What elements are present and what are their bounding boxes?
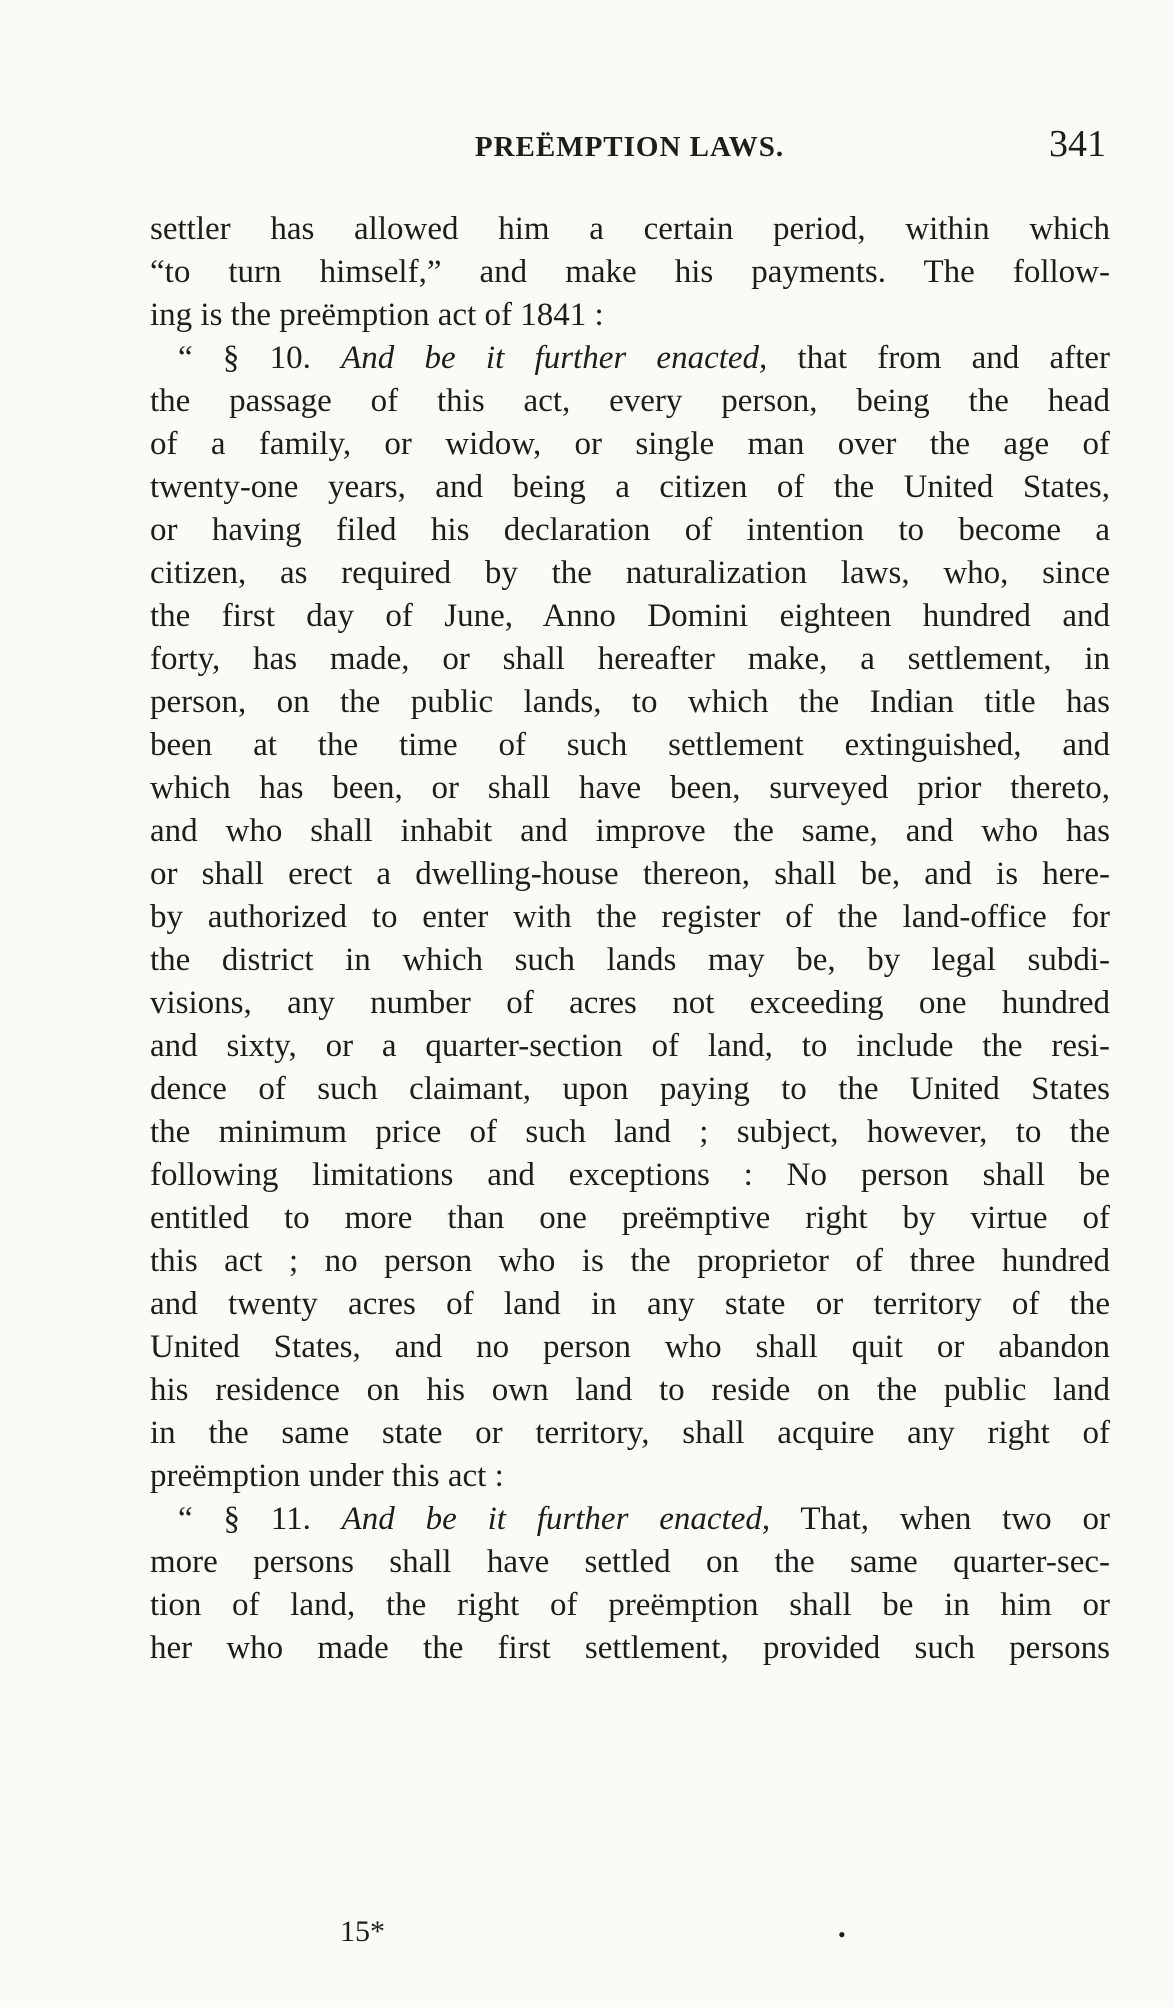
text-line: her who made the first settlement, provided such persons — [150, 1630, 1110, 1666]
text-line: ing is the preëmption act of 1841 : — [150, 297, 604, 333]
page-number: 341 — [1049, 123, 1106, 165]
text-line: United States, and no person who shall quit or abandon — [150, 1329, 1110, 1365]
text-line: this act ; no person who is the proprietor of three hundred — [150, 1243, 1110, 1279]
text-line: or having filed his declaration of intention to become a — [150, 512, 1110, 548]
text-line: citizen, as required by the naturalization laws, who, since — [150, 555, 1110, 591]
section-11-rest: That, when two or — [770, 1501, 1110, 1537]
text-line: following limitations and exceptions : No person shall be — [150, 1157, 1110, 1193]
stray-mark: • — [838, 1922, 846, 1947]
text-line: “to turn himself,” and make his payments. The follow- — [150, 254, 1110, 290]
text-line: more persons shall have settled on the same quarter-sec- — [150, 1544, 1110, 1580]
text-line: the district in which such lands may be, by legal subdi- — [150, 942, 1110, 978]
body-text — [150, 208, 1110, 1670]
text-line: person, on the public lands, to which the Indian title has — [150, 684, 1110, 720]
text-line: preëmption under this act : — [150, 1458, 504, 1494]
section-10-enacting-clause: And be it further enacted, — [341, 340, 768, 376]
text-line: visions, any number of acres not exceeding one hundred — [150, 985, 1110, 1021]
text-line: and twenty acres of land in any state or territory of the — [150, 1286, 1110, 1322]
text-line: the passage of this act, every person, being the head — [150, 383, 1110, 419]
section-11-heading — [150, 1498, 1110, 1541]
section-10-heading — [150, 337, 1110, 380]
text-line: of a family, or widow, or single man over the age of — [150, 426, 1110, 462]
text-line: settler has allowed him a certain period, within which — [150, 211, 1110, 247]
running-head-title: PREËMPTION LAWS. — [474, 131, 785, 163]
text-line: his residence on his own land to reside on the public land — [150, 1372, 1110, 1408]
text-line: and sixty, or a quarter-section of land, to include the resi- — [150, 1028, 1110, 1064]
text-line: tion of land, the right of preëmption shall be in him or — [150, 1587, 1110, 1623]
text-line: the minimum price of such land ; subject, however, to the — [150, 1114, 1110, 1150]
text-line: and who shall inhabit and improve the same, and who has — [150, 813, 1110, 849]
text-line: dence of such claimant, upon paying to the United States — [150, 1071, 1110, 1107]
text-line: forty, has made, or shall hereafter make, a settlement, in — [150, 641, 1110, 677]
signature-mark: 15* — [340, 1915, 385, 1948]
section-11-mark: “ § 11. — [178, 1501, 342, 1537]
text-line: twenty-one years, and being a citizen of the United States, — [150, 469, 1110, 505]
section-10-rest: that from and after — [767, 340, 1110, 376]
text-line: in the same state or territory, shall acquire any right of — [150, 1415, 1110, 1451]
text-line: entitled to more than one preëmptive right by virtue of — [150, 1200, 1110, 1236]
text-line: or shall erect a dwelling-house thereon, shall be, and is here- — [150, 856, 1110, 892]
text-line: the first day of June, Anno Domini eighteen hundred and — [150, 598, 1110, 634]
text-line: been at the time of such settlement extinguished, and — [150, 727, 1110, 763]
text-line: by authorized to enter with the register of the land-office for — [150, 899, 1110, 935]
section-11-enacting-clause: And be it further enacted, — [341, 1501, 771, 1537]
running-head — [150, 122, 1106, 166]
text-line: which has been, or shall have been, surveyed prior thereto, — [150, 770, 1110, 806]
section-10-mark: “ § 10. — [178, 340, 342, 376]
